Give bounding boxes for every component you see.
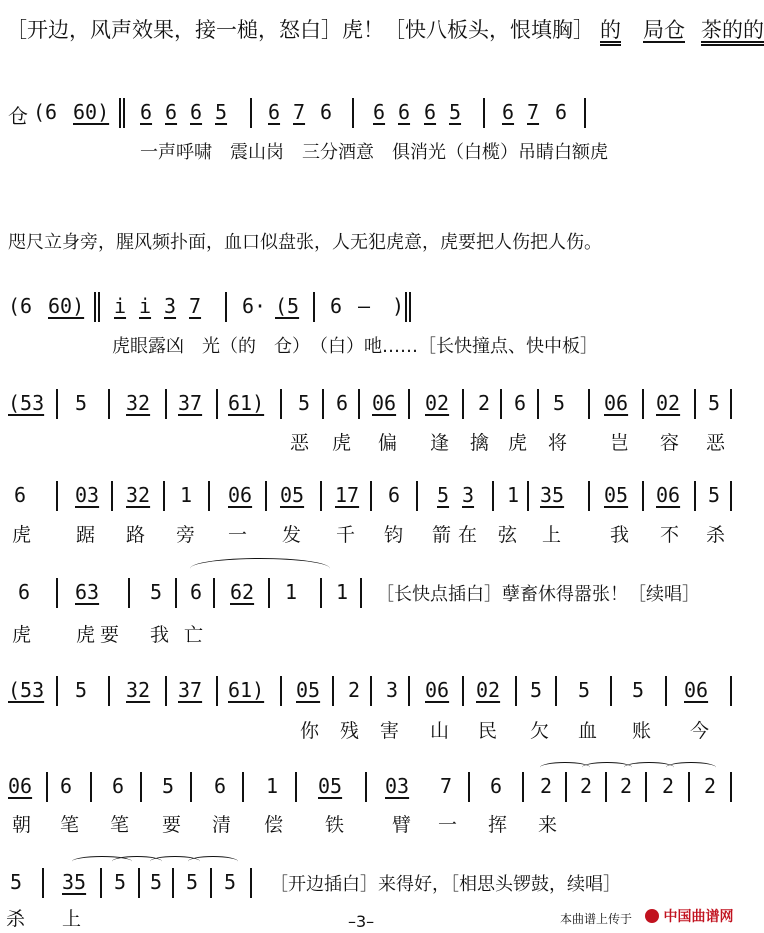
- note: 5: [224, 870, 237, 894]
- bar-line: [216, 676, 218, 706]
- bar-line: [128, 578, 130, 608]
- note: 6: [555, 100, 568, 124]
- note: 06: [228, 483, 253, 507]
- lyric: 虎: [76, 624, 96, 646]
- bar-line: [163, 481, 165, 511]
- note: 02: [425, 391, 450, 415]
- slur: [190, 558, 330, 579]
- bar-line: [172, 868, 174, 898]
- lyric: 你: [300, 720, 320, 742]
- lyric: 擒: [470, 432, 490, 454]
- note: 6: [336, 391, 349, 415]
- bar-line: [730, 772, 732, 802]
- lyric: 虎: [508, 432, 528, 454]
- bar-line: [119, 98, 121, 128]
- note: 32: [126, 391, 151, 415]
- lyric: 偿: [264, 814, 284, 836]
- note: 仓: [8, 104, 28, 128]
- note: 7: [293, 100, 306, 124]
- note: 5: [298, 391, 311, 415]
- bar-line: [352, 98, 354, 128]
- slur: [666, 762, 716, 773]
- bar-line: [313, 292, 315, 322]
- bar-line: [588, 389, 590, 419]
- note: 7: [440, 774, 453, 798]
- note: 35: [540, 483, 565, 507]
- note: 06: [604, 391, 629, 415]
- note: 61): [228, 678, 265, 702]
- lyrics-row-1: 一声呼啸 震山岗 三分酒意 俱消光（白榄）吊睛白额虎: [140, 142, 608, 163]
- note: 60): [73, 100, 110, 124]
- bar-line: [242, 772, 244, 802]
- note: 6: [60, 774, 73, 798]
- note: 06: [656, 483, 681, 507]
- lyrics-row-7: [0, 810, 750, 834]
- lyrics-row-2: 虎眼露凶 光（的 仓） （白）吔……［长快撞点、快中板］: [112, 336, 598, 357]
- note: 5: [10, 870, 23, 894]
- note: 6: [190, 580, 203, 604]
- bar-line: [265, 481, 267, 511]
- note: 05: [604, 483, 629, 507]
- bar-line: [208, 481, 210, 511]
- note: 5: [632, 678, 645, 702]
- lyric: 铁: [325, 814, 345, 836]
- note: (5: [275, 294, 300, 318]
- prose-line: 咫尺立身旁，腥风频扑面，血口似盘张，人无犯虎意，虎要把人伤把人伤。: [8, 232, 602, 253]
- bar-line: [584, 98, 586, 128]
- page-number: –3–: [348, 912, 375, 931]
- lyrics-row-8: [0, 904, 750, 928]
- lyric: 发: [282, 524, 302, 546]
- note: 6: [140, 100, 153, 124]
- note: 5: [553, 391, 566, 415]
- bar-line: [358, 389, 360, 419]
- note: 6: [165, 100, 178, 124]
- lyric: 残: [340, 720, 360, 742]
- note: –: [358, 294, 371, 318]
- bar-line: [522, 772, 524, 802]
- lyric: 上: [542, 524, 562, 546]
- note: 3: [386, 678, 399, 702]
- lyric: 千: [336, 524, 356, 546]
- lyric: 要: [162, 814, 182, 836]
- bar-line: [46, 772, 48, 802]
- lyrics-row-5: [0, 620, 750, 644]
- note: 5: [114, 870, 127, 894]
- bar-line: [408, 389, 410, 419]
- bar-line: [370, 676, 372, 706]
- note: 5: [75, 678, 88, 702]
- note: 5: [215, 100, 228, 124]
- lyric: 恶: [290, 432, 310, 454]
- lyric: 笔: [110, 814, 130, 836]
- notation-row-7: [0, 774, 750, 810]
- lyric: 不: [660, 524, 680, 546]
- note: 2: [580, 774, 593, 798]
- bar-line: [123, 98, 125, 128]
- bar-line: [56, 676, 58, 706]
- note: 02: [476, 678, 501, 702]
- note: 6: [502, 100, 515, 124]
- note: 17: [335, 483, 360, 507]
- note: 5: [708, 483, 721, 507]
- lyric: 弦: [498, 524, 518, 546]
- bar-line: [42, 868, 44, 898]
- lyric: 账: [632, 720, 652, 742]
- lyric: 箭: [432, 524, 452, 546]
- bar-line: [365, 772, 367, 802]
- notation-row-5: [0, 580, 750, 616]
- bar-line: [515, 676, 517, 706]
- bar-line: [280, 389, 282, 419]
- header-line: [6, 14, 764, 48]
- bar-line: [94, 292, 96, 322]
- lyrics-row-3: [0, 428, 750, 452]
- bar-line: [694, 389, 696, 419]
- bar-line: [730, 676, 732, 706]
- lyric: 旁: [176, 524, 196, 546]
- notation-row-6: [0, 678, 750, 714]
- lyric: 来: [538, 814, 558, 836]
- bar-line: [98, 292, 100, 322]
- note: (6: [8, 294, 33, 318]
- bar-line: [610, 676, 612, 706]
- note: 6: [373, 100, 386, 124]
- bar-line: [665, 676, 667, 706]
- lyric: 虎: [332, 432, 352, 454]
- bar-line: [588, 481, 590, 511]
- lyric: 我: [610, 524, 630, 546]
- bar-line: [320, 481, 322, 511]
- header-token-2: 局仓: [643, 18, 685, 42]
- bar-line: [332, 676, 334, 706]
- note: 7: [527, 100, 540, 124]
- bar-line: [694, 481, 696, 511]
- lyric: 上: [62, 908, 82, 930]
- note: 2: [348, 678, 361, 702]
- bar-line: [210, 868, 212, 898]
- note: 7: [189, 294, 202, 318]
- note: 1: [507, 483, 520, 507]
- bar-line: [138, 868, 140, 898]
- note: 37: [178, 678, 203, 702]
- note: 60): [48, 294, 85, 318]
- lyric: 路: [126, 524, 146, 546]
- bar-line: [409, 292, 411, 322]
- notation-row-3: [0, 391, 750, 427]
- bar-line: [645, 772, 647, 802]
- note: 03: [75, 483, 100, 507]
- site-name: 中国曲谱网: [663, 909, 734, 925]
- lyric: 害: [380, 720, 400, 742]
- bar-line: [565, 772, 567, 802]
- slur: [188, 856, 238, 867]
- note: 6: [268, 100, 281, 124]
- bar-line: [165, 676, 167, 706]
- bar-line: [360, 578, 362, 608]
- note: 2: [540, 774, 553, 798]
- note: (53: [8, 391, 45, 415]
- note: 5: [578, 678, 591, 702]
- header-token-1: 的: [600, 18, 621, 42]
- notation-row-4: [0, 483, 750, 519]
- bar-line: [462, 389, 464, 419]
- note: 6: [388, 483, 401, 507]
- note: 2: [662, 774, 675, 798]
- bar-line: [56, 481, 58, 511]
- note: 1: [180, 483, 193, 507]
- bar-line: [483, 98, 485, 128]
- note: 6: [514, 391, 527, 415]
- notation-row-2: [0, 294, 750, 330]
- note: 6: [320, 100, 333, 124]
- bar-line: [108, 389, 110, 419]
- lyric: 我: [150, 624, 170, 646]
- header-token-3: 茶的的: [701, 18, 764, 42]
- note: 6: [330, 294, 343, 318]
- note: 06: [425, 678, 450, 702]
- note: 06: [372, 391, 397, 415]
- note: 5: [437, 483, 450, 507]
- note: 6: [14, 483, 27, 507]
- lyric: 朝: [12, 814, 32, 836]
- note: 6·: [242, 294, 267, 318]
- lyric: 今: [690, 720, 710, 742]
- bar-line: [175, 578, 177, 608]
- note: i: [139, 294, 152, 318]
- lyric: 杀: [6, 908, 26, 930]
- bar-line: [492, 481, 494, 511]
- note: 5: [150, 870, 163, 894]
- note: 5: [530, 678, 543, 702]
- bar-line: [100, 868, 102, 898]
- note: 05: [280, 483, 305, 507]
- lyric: 臂: [392, 814, 412, 836]
- bar-line: [642, 481, 644, 511]
- bar-line: [405, 292, 407, 322]
- bar-line: [730, 481, 732, 511]
- note: 1: [336, 580, 349, 604]
- note: 2: [704, 774, 717, 798]
- lyric: 山: [430, 720, 450, 742]
- lyrics-row-4: [0, 520, 750, 544]
- lyric: 挥: [488, 814, 508, 836]
- note: 63: [75, 580, 100, 604]
- lyric: 笔: [60, 814, 80, 836]
- lyric: 逢: [430, 432, 450, 454]
- note: 05: [296, 678, 321, 702]
- lyric: 钧: [384, 524, 404, 546]
- note: (53: [8, 678, 45, 702]
- site-logo: [645, 906, 733, 926]
- bar-line: [642, 389, 644, 419]
- bar-line: [56, 389, 58, 419]
- note: 6: [112, 774, 125, 798]
- lyric: 清: [212, 814, 232, 836]
- bar-line: [688, 772, 690, 802]
- bar-line: [295, 772, 297, 802]
- note: 1: [266, 774, 279, 798]
- row5-inline-text: ［长快点插白］孽畜休得嚣张！［续唱］: [376, 584, 700, 605]
- note: 02: [656, 391, 681, 415]
- logo-icon: [645, 909, 659, 923]
- upload-note: 本曲谱上传于: [560, 912, 633, 926]
- note: 32: [126, 678, 151, 702]
- note: 6: [190, 100, 203, 124]
- note: 37: [178, 391, 203, 415]
- note: 05: [318, 774, 343, 798]
- note: 5: [162, 774, 175, 798]
- bar-line: [462, 676, 464, 706]
- header-prefix: ［开边，风声效果，接一槌，怒白］虎！［快八板头，恨填胸］: [6, 18, 594, 42]
- bar-line: [468, 772, 470, 802]
- note: 5: [708, 391, 721, 415]
- bar-line: [280, 676, 282, 706]
- lyric: 血: [578, 720, 598, 742]
- bar-line: [370, 481, 372, 511]
- bar-line: [190, 772, 192, 802]
- notation-row-8: [0, 870, 750, 906]
- bar-line: [527, 481, 529, 511]
- note: 06: [8, 774, 33, 798]
- note: (6: [33, 100, 58, 124]
- note: ): [392, 294, 405, 318]
- lyric: 容: [660, 432, 680, 454]
- bar-line: [250, 98, 252, 128]
- bar-line: [111, 481, 113, 511]
- bar-line: [555, 676, 557, 706]
- bar-line: [605, 772, 607, 802]
- lyric: 恶: [706, 432, 726, 454]
- note: 6: [214, 774, 227, 798]
- bar-line: [90, 772, 92, 802]
- lyric: 将: [548, 432, 568, 454]
- bar-line: [730, 389, 732, 419]
- note: 03: [385, 774, 410, 798]
- note: 5: [150, 580, 163, 604]
- lyric: 一: [438, 814, 458, 836]
- note: 62: [230, 580, 255, 604]
- note: 6: [490, 774, 503, 798]
- lyric: 偏: [378, 432, 398, 454]
- lyric: 虎: [12, 624, 32, 646]
- row8-inline-text: ［开边插白］来得好，［相思头锣鼓，续唱］: [270, 874, 621, 895]
- bar-line: [56, 578, 58, 608]
- note: 06: [684, 678, 709, 702]
- lyric: 一: [228, 524, 248, 546]
- note: 5: [75, 391, 88, 415]
- bar-line: [537, 389, 539, 419]
- note: 3: [462, 483, 475, 507]
- note: 3: [164, 294, 177, 318]
- lyric: 要: [100, 624, 120, 646]
- bar-line: [250, 868, 252, 898]
- bar-line: [500, 389, 502, 419]
- note: 6: [424, 100, 437, 124]
- note: 32: [126, 483, 151, 507]
- lyric: 杀: [706, 524, 726, 546]
- lyric: 欠: [530, 720, 550, 742]
- bar-line: [165, 389, 167, 419]
- bar-line: [216, 389, 218, 419]
- lyric: 踞: [76, 524, 96, 546]
- lyric: 虎: [12, 524, 32, 546]
- bar-line: [140, 772, 142, 802]
- bar-line: [320, 578, 322, 608]
- bar-line: [322, 389, 324, 419]
- lyric: 岂: [610, 432, 630, 454]
- note: i: [114, 294, 127, 318]
- lyrics-row-6: [0, 716, 750, 740]
- lyric: 民: [478, 720, 498, 742]
- note: 2: [620, 774, 633, 798]
- bar-line: [225, 292, 227, 322]
- note: 2: [478, 391, 491, 415]
- notation-row-1: [0, 100, 750, 136]
- lyric: 亡: [184, 624, 204, 646]
- bar-line: [268, 578, 270, 608]
- bar-line: [416, 481, 418, 511]
- lyric: 在: [458, 524, 478, 546]
- note: 6: [398, 100, 411, 124]
- note: 5: [186, 870, 199, 894]
- note: 5: [449, 100, 462, 124]
- bar-line: [213, 578, 215, 608]
- note: 6: [18, 580, 31, 604]
- note: 1: [285, 580, 298, 604]
- note: 61): [228, 391, 265, 415]
- bar-line: [408, 676, 410, 706]
- bar-line: [108, 676, 110, 706]
- note: 35: [62, 870, 87, 894]
